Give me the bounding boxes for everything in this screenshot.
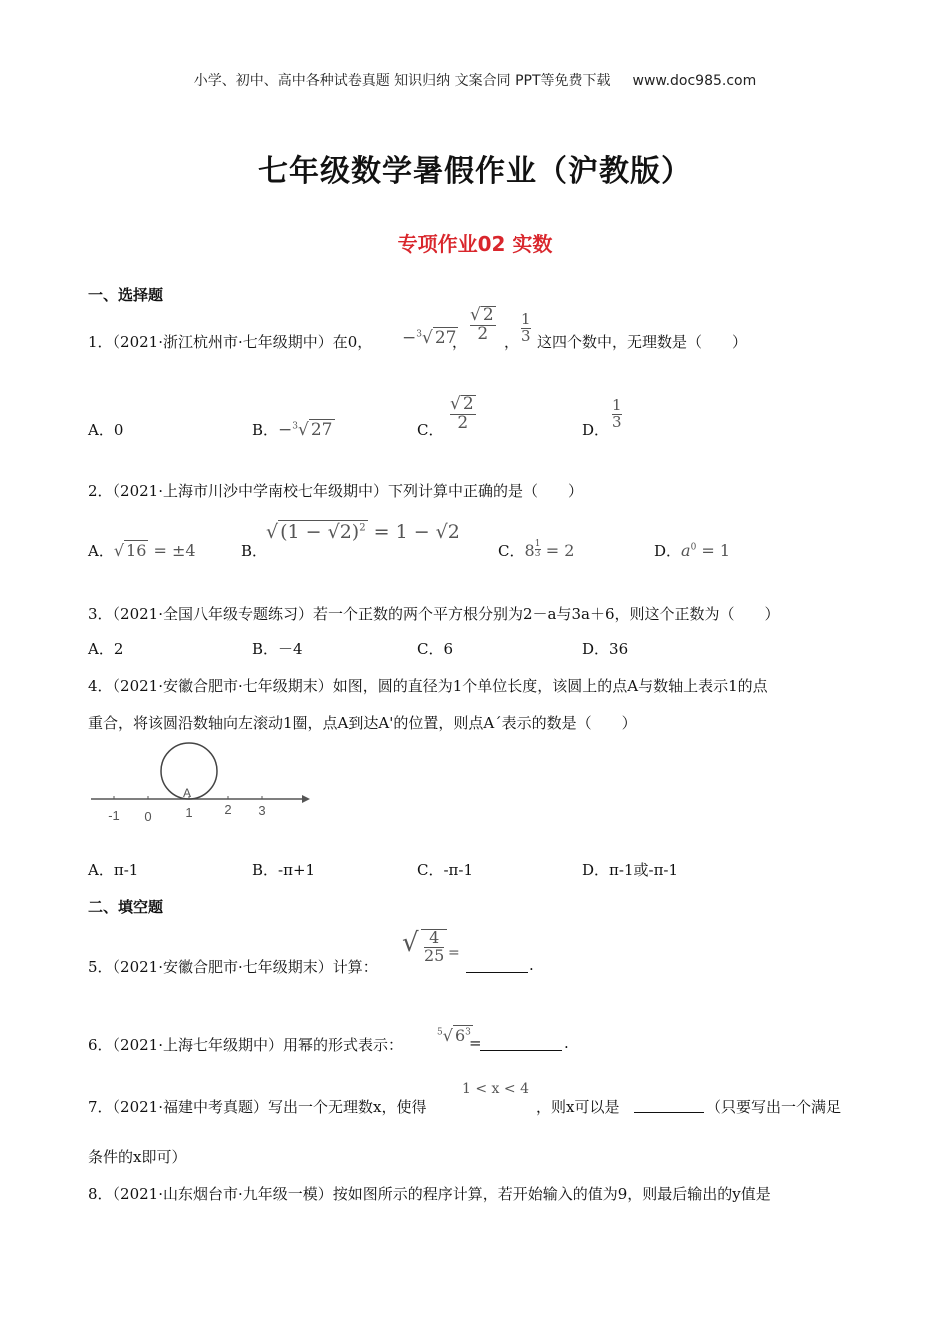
question-2: 2．（2021·上海市川沙中学南校七年级期中）下列计算中正确的是（ ） [88,482,583,500]
q5-answer-blank[interactable] [466,958,528,973]
tick-label: -1 [108,808,120,823]
question-4-line-2: 重合，将该圆沿数轴向左滚动1圈，点A到达A'的位置，则点A´表示的数是（ ） [88,714,637,732]
tick-label: 0 [144,809,152,824]
q3-option-b[interactable]: B．－4 [252,640,303,658]
section-choice-heading: 一、选择题 [88,286,164,304]
q7-inequality: 1 < x < 4 [462,1081,529,1097]
q3-option-a[interactable]: A．2 [88,640,124,658]
q4-option-b[interactable]: B．-π+1 [252,861,316,879]
q1-option-c-frac: √ 2 2 [450,394,474,433]
header-text: 小学、初中、高中各种试卷真题 知识归纳 文案合同 PPT等免费下载 [193,73,611,89]
q1-comma-2: ， [504,333,520,351]
q7-answer-blank[interactable] [634,1098,704,1113]
q5-equals: = [448,945,460,961]
q2-option-c[interactable]: C．8 $\frac{1}{3}$ = 2 [498,539,575,560]
q6-equals: = [469,1034,482,1052]
tick-label: 2 [224,802,232,817]
number-line-figure [88,740,312,830]
question-7: 7．（2021·福建中考真题）写出一个无理数x，使得 [88,1098,427,1116]
q7-stem-c: （只要写出一个满足 [706,1098,842,1116]
tick-label: 3 [258,803,266,818]
q5-sqrt-sign: √ [402,928,419,958]
tick-label: 1 [185,805,193,820]
q1-option-d-frac: 1 3 [612,396,622,431]
q5-fraction: 4 25 [421,929,447,965]
q1-stem-a: （2021·浙江杭州市·七年级期中）在0， [112,333,373,351]
page-header [0,70,950,90]
q1-frac-1-over-3: 1 3 [521,310,531,345]
q4-option-a[interactable]: A．π-1 [88,861,139,879]
q5-period: . [529,956,534,974]
page-title: 七年级数学暑假作业（沪教版） [258,154,692,189]
q3-option-d[interactable]: D．36 [582,640,629,658]
q4-option-d[interactable]: D．π-1或-π-1 [582,861,679,879]
q2-option-b[interactable]: B． [241,542,268,560]
question-4-line-1: 4．（2021·安徽合肥市·七年级期末）如图，圆的直径为1个单位长度，该圆上的点A与数轴上表示1的点 [88,677,768,695]
q1-frac-sqrt2-over-2: √ 2 2 [470,305,494,344]
question-6: 6．（2021·上海七年级期中）用幂的形式表示： [88,1036,403,1054]
q7-stem-b: ，则x可以是 [536,1098,620,1116]
q6-answer-blank[interactable] [480,1036,562,1051]
q1-option-c[interactable]: C． [417,421,444,439]
question-1 [88,331,372,352]
q6-radical-expr: $^5$√ $6^3$ [437,1026,471,1045]
q1-stem-b: 这四个数中，无理数是（ ） [537,333,748,351]
question-5: 5．（2021·安徽合肥市·七年级期末）计算： [88,958,378,976]
q6-period: . [564,1034,569,1052]
q1-comma-1: ， [452,333,468,351]
q1-option-a[interactable]: A．0 [88,421,124,439]
q2-option-a[interactable]: A．√ 16 = ±4 [88,541,196,560]
q4-option-c[interactable]: C．-π-1 [417,861,474,879]
arrow-head-icon [302,795,310,803]
page-subtitle: 专项作业02 实数 [397,232,553,256]
section-fill-heading: 二、填空题 [88,898,164,916]
question-8: 8．（2021·山东烟台市·九年级一模）按如图所示的程序计算，若开始输入的值为9，则最后输出的y值是 [88,1185,771,1203]
question-7-line-2: 条件的x即可） [88,1148,187,1166]
q1-number: 1． [88,333,113,351]
q1-cbrt-expr: −$^3$√ 27 [402,328,457,348]
q1-option-d[interactable]: D． [582,421,610,439]
q2-option-b-expr: √ $(1 - √2)^2 = 1 - √2$ [266,521,460,543]
point-a-label: A [182,786,192,800]
q2-option-d[interactable]: D．$a^0 = 1$ [654,541,731,560]
question-3: 3．（2021·全国八年级专题练习）若一个正数的两个平方根分别为2－a与3a＋6，则这个正数为（ ） [88,605,780,623]
q3-option-c[interactable]: C．6 [417,640,454,658]
header-site-link[interactable]: www.doc985.com [632,73,757,89]
q1-option-b[interactable]: B．−$^3$√ 27 [252,420,333,440]
